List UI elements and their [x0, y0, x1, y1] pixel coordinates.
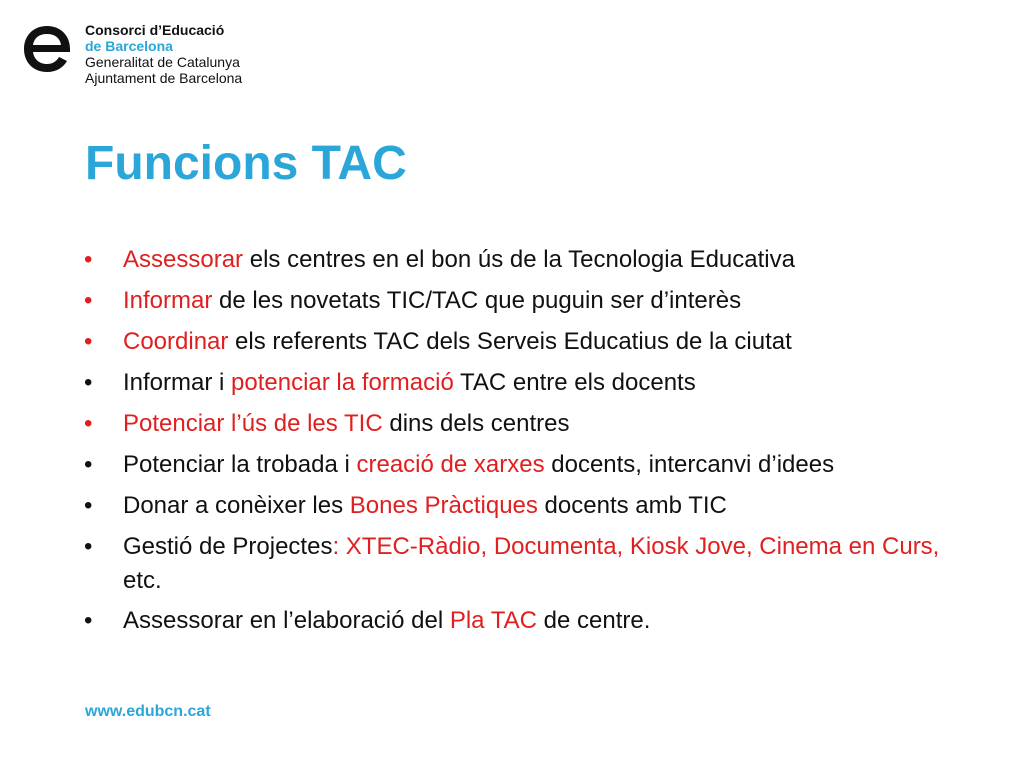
highlight-text: Assessorar — [123, 246, 244, 273]
highlight-text: Potenciar l’ús de les TIC — [123, 410, 383, 437]
slide-title: Funcions TAC — [85, 137, 407, 190]
list-item — [84, 325, 984, 359]
highlight-text: Pla TAC — [449, 607, 537, 634]
item-text: Gestió de Projectes — [123, 533, 333, 560]
logo-line-3: Generalitat de Catalunya — [85, 54, 240, 70]
highlight-text: Bones Pràctiques — [349, 492, 538, 519]
bullet-point: • — [84, 451, 93, 478]
item-text: Assessorar en l’elaboració del — [123, 607, 450, 634]
logo-text — [85, 22, 242, 86]
list-item — [84, 448, 984, 482]
item-text: de les novetats TIC/TAC que puguin ser d’interès — [212, 287, 742, 314]
highlight-text: potenciar la formació — [231, 369, 454, 396]
item-text: Informar i — [123, 369, 232, 396]
logo-line-1: Consorci d’Educació — [85, 22, 225, 38]
highlight-text: Coordinar — [123, 328, 229, 355]
bullet-point: • — [84, 492, 93, 519]
logo-line-4: Ajuntament de Barcelona — [85, 70, 243, 86]
bullet-point: • — [84, 246, 93, 273]
list-item — [84, 604, 984, 638]
bullet-point: • — [84, 533, 93, 560]
item-text: TAC entre els docents — [453, 369, 696, 396]
item-text: Donar a conèixer les — [123, 492, 350, 519]
highlight-text: XTEC-Ràdio, Documenta, Kiosk Jove, Cinema en Curs, — [345, 533, 940, 560]
logo-line-2: de Barcelona — [85, 38, 173, 54]
bullet-point: • — [84, 287, 93, 314]
list-item — [84, 530, 984, 598]
item-text: docents, intercanvi d’idees — [544, 451, 835, 478]
bullet-point: • — [84, 369, 93, 396]
bullet-point: • — [84, 328, 93, 355]
list-item — [84, 366, 984, 400]
organization-logo — [22, 22, 252, 84]
list-item — [84, 284, 984, 318]
item-text: dins dels centres — [382, 410, 570, 437]
bullet-point: • — [84, 607, 93, 634]
website-link[interactable]: www.edubcn.cat — [85, 703, 211, 720]
item-text: Potenciar la trobada i — [123, 451, 357, 478]
bullet-point: • — [84, 410, 93, 437]
highlight-text: creació de xarxes — [356, 451, 545, 478]
functions-list — [84, 243, 984, 645]
item-text: docents amb TIC — [537, 492, 727, 519]
letter-e-logo-icon — [22, 24, 72, 74]
list-item — [84, 407, 984, 441]
highlight-text: : — [332, 533, 346, 560]
item-text: de centre. — [536, 607, 651, 634]
list-item — [84, 243, 984, 277]
list-item — [84, 489, 984, 523]
highlight-text: Informar — [123, 287, 213, 314]
item-text: els referents TAC dels Serveis Educatius de la ciutat — [228, 328, 792, 355]
item-text: etc. — [123, 567, 162, 594]
item-text: els centres en el bon ús de la Tecnologia Educativa — [243, 246, 795, 273]
